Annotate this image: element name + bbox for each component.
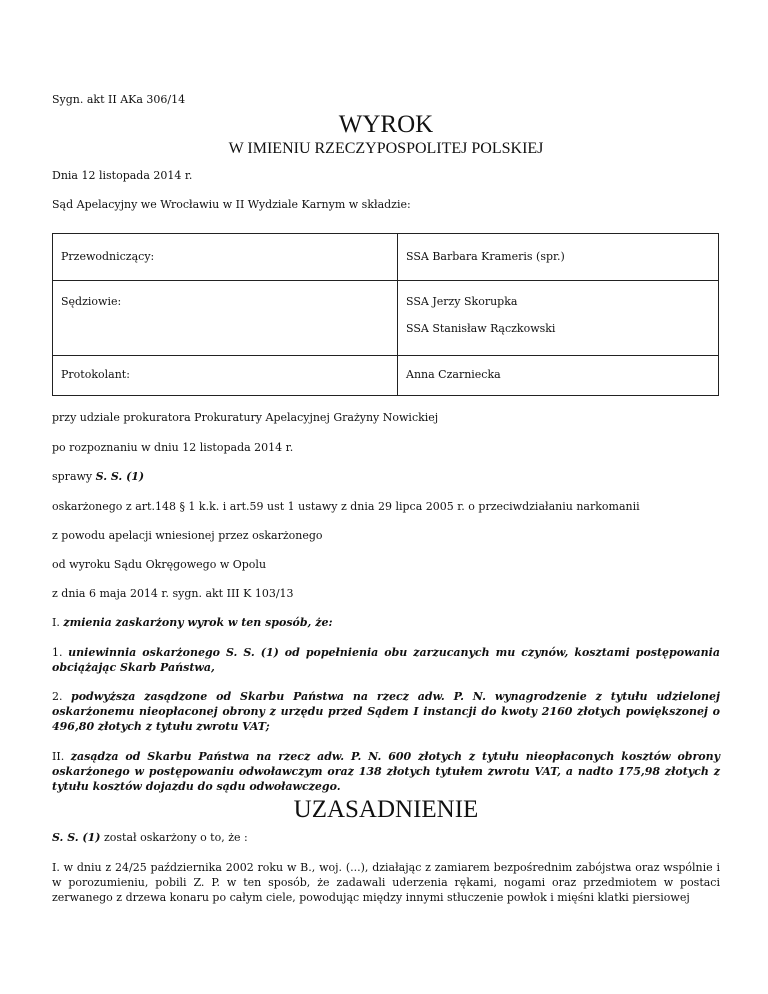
ruling-ii: II. zasądza od Skarbu Państwa na rzecz adw. P. N. 600 złotych z tytułu nieopłaconych kosztów obrony oskarżonego w postępowaniu odwoławczym oraz 138 złotych tytułem zwrotu VAT, a nadto 175,98 złotych z tytułu kosztów dojazdu do sądu odwoławczego. bbox=[52, 750, 721, 793]
case-signature: Sygn. akt II AKa 306/14 bbox=[52, 93, 186, 106]
hearing-line: po rozpoznaniu w dniu 12 listopada 2014 r. bbox=[52, 441, 294, 454]
chair-value: SSA Barbara Krameris (spr.) bbox=[398, 234, 719, 281]
judgment-date-line: z dnia 6 maja 2014 r. sygn. akt III K 103/13 bbox=[52, 587, 294, 600]
document-subtitle: W IMIENIU RZECZYPOSPOLITEJ POLSKIEJ bbox=[228, 140, 544, 157]
chair-label: Przewodniczący: bbox=[53, 234, 398, 281]
case-line: sprawy S. S. (1) bbox=[52, 470, 145, 483]
charge-line: oskarżonego z art.148 § 1 k.k. i art.59 ust 1 ustawy z dnia 29 lipca 2005 r. o przeciwdziałaniu narkomanii bbox=[52, 500, 640, 513]
accused-line: S. S. (1) został oskarżony o to, że : bbox=[52, 831, 248, 844]
prosecutor-line: przy udziale prokuratora Prokuratury Apelacyjnej Grażyny Nowickiej bbox=[52, 411, 439, 424]
ruling-point-2: 2. podwyższa zasądzone od Skarbu Państwa na rzecz adw. P. N. wynagrodzenie z tytułu udzielonej oskarżonemu nieopłaconej obrony z urzędu przed Sądem I instancji do kwoty 2160 złotych powiększonej o 496,80 złotych z tytułu zwrotu VAT; bbox=[52, 690, 720, 733]
court-composition-table bbox=[52, 233, 719, 396]
judgment-from-line: od wyroku Sądu Okręgowego w Opolu bbox=[52, 558, 267, 571]
ruling-point-1: 1. uniewinnia oskarżonego S. S. (1) od popełnienia obu zarzucanych mu czynów, kosztami postępowania obciążając Skarb Państwa, bbox=[52, 646, 720, 674]
ruling-i: I. zmienia zaskarżony wyrok w ten sposób, że: bbox=[52, 616, 333, 629]
court-name: Sąd Apelacyjny we Wrocławiu w II Wydziale Karnym w składzie: bbox=[52, 198, 411, 211]
appeal-line: z powodu apelacji wniesionej przez oskarżonego bbox=[52, 529, 323, 542]
judge-2: SSA Stanisław Rączkowski bbox=[406, 322, 556, 335]
clerk-value: Anna Czarniecka bbox=[398, 356, 719, 396]
clerk-label: Protokolant: bbox=[53, 356, 398, 396]
justification-title: UZASADNIENIE bbox=[293, 796, 479, 823]
judgment-date: Dnia 12 listopada 2014 r. bbox=[52, 169, 193, 182]
judge-1: SSA Jerzy Skorupka bbox=[406, 295, 518, 308]
case-name: S. S. (1) bbox=[95, 470, 145, 483]
document-title: WYROK bbox=[338, 111, 434, 138]
charge-point-1: I. w dniu z 24/25 października 2002 roku w B., woj. (...), działając z zamiarem bezpośrednim zabójstwa oraz wspólnie i w porozumieniu, pobili Z. P. w ten sposób, że zadawali uderzenia rękami, nogami oraz przedmiotem w postaci zerwanego z drzewa konaru po całym ciele, powodując między innymi stłuczenie powłok i mięśni klatki piersiowej bbox=[52, 861, 720, 904]
judges-value bbox=[398, 281, 719, 356]
judges-label: Sędziowie: bbox=[53, 281, 398, 356]
